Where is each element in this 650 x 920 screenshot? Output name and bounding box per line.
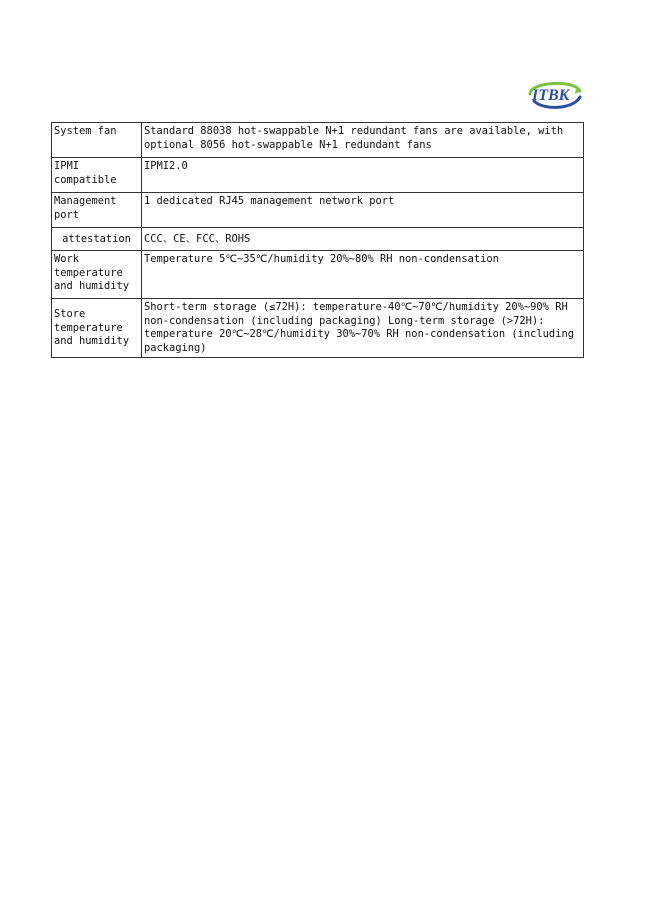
spec-label: Store temperature and humidity bbox=[52, 299, 142, 358]
spec-value: 1 dedicated RJ45 management network port bbox=[142, 193, 584, 228]
table-row bbox=[52, 158, 584, 193]
spec-value: Standard 88038 hot-swappable N+1 redundant fans are available, with optional 8056 hot-swappable N+1 redundant fans bbox=[142, 123, 584, 158]
spec-label: Management port bbox=[52, 193, 142, 228]
table-row bbox=[52, 251, 584, 299]
spec-value: Temperature 5℃~35℃/humidity 20%~80% RH non-condensation bbox=[142, 251, 584, 299]
spec-label: System fan bbox=[52, 123, 142, 158]
spec-label: attestation bbox=[52, 228, 142, 251]
spec-value: CCC、CE、FCC、ROHS bbox=[142, 228, 584, 251]
logo-text: ITBK bbox=[532, 87, 570, 104]
table-row bbox=[52, 193, 584, 228]
spec-table bbox=[51, 122, 584, 358]
spec-label: IPMI compatible bbox=[52, 158, 142, 193]
table-row bbox=[52, 299, 584, 358]
spec-label: Work temperature and humidity bbox=[52, 251, 142, 299]
table-row bbox=[52, 228, 584, 251]
spec-value: Short-term storage (≤72H): temperature-40℃~70℃/humidity 20%~90% RH non-condensation (including packaging) Long-term storage (>72H): temperature 20℃~28℃/humidity 30%~70% RH non-condensation (including packaging) bbox=[142, 299, 584, 358]
itbk-logo bbox=[524, 77, 584, 111]
spec-value: IPMI2.0 bbox=[142, 158, 584, 193]
table-row bbox=[52, 123, 584, 158]
